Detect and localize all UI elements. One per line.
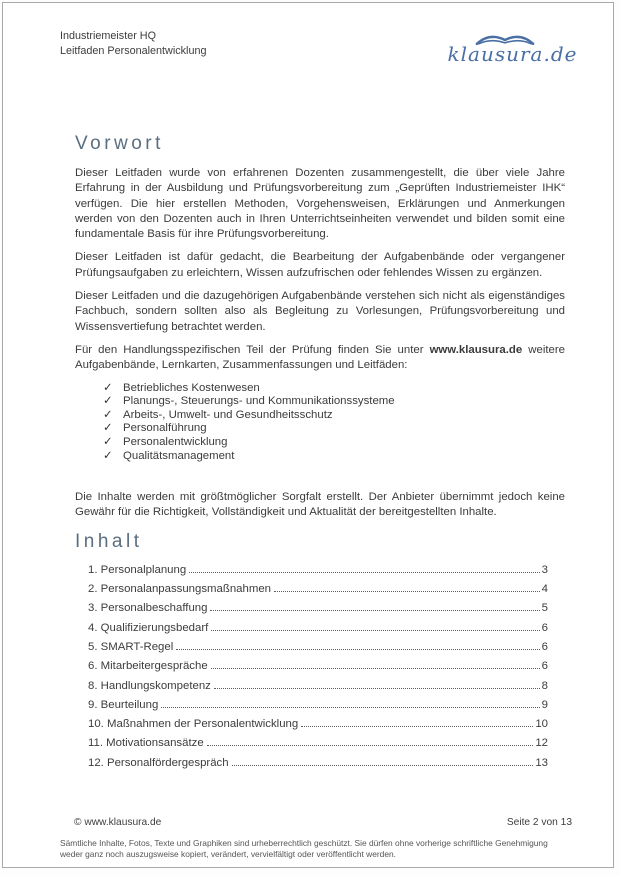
toc-dotted-leader [210, 609, 539, 611]
checklist-item [103, 450, 565, 464]
toc-entry-page-number: 9 [541, 698, 548, 711]
toc-entry-page-number: 6 [541, 660, 548, 673]
toc-dotted-leader [176, 648, 539, 650]
toc-dotted-leader [189, 571, 539, 573]
checkmark-icon: ✓ [103, 435, 113, 448]
toc-entry-page-number: 4 [541, 583, 548, 596]
toc-entry-label: 9. Beurteilung [88, 698, 159, 711]
toc-entry-page-number: 10 [535, 718, 548, 731]
toc-entry[interactable] [88, 583, 548, 602]
toc-entry-label: 10. Maßnahmen der Personalentwicklung [88, 718, 299, 731]
toc-entry-label: 12. Personalfördergespräch [88, 756, 229, 769]
vorwort-paragraph-2: Dieser Leitfaden ist dafür gedacht, die Bearbeitung der Aufgabenbände oder vergangener Prüfungsaufgaben zu erleichtern, Wissen aufzufrischen oder fehlendes Wissen zu ergänzen. [75, 251, 565, 279]
checklist-item [103, 395, 565, 409]
toc-entry-page-number: 6 [541, 640, 548, 653]
toc-entry[interactable] [88, 680, 548, 699]
toc-dotted-leader [211, 629, 539, 631]
toc-entry[interactable] [88, 718, 548, 737]
toc-entry[interactable] [88, 699, 548, 718]
checklist-item-label: Planungs-, Steuerungs- und Kommunikationssysteme [123, 395, 395, 408]
checkmark-icon: ✓ [103, 422, 113, 435]
checklist-item [103, 422, 565, 436]
toc-entry-page-number: 13 [535, 756, 548, 769]
toc-entry-label: 3. Personalbeschaffung [88, 602, 208, 615]
checklist-item-label: Personalführung [123, 422, 207, 435]
vorwort-heading: Vorwort [75, 133, 164, 154]
footer-page-indicator: Seite 2 von 13 [506, 817, 572, 828]
vorwort-closing-paragraph: Die Inhalte werden mit größtmöglicher Sorgfalt erstellt. Der Anbieter übernimmt jedoch keine Gewähr für die Richtigkeit, Vollständigkeit und Aktualität der bereitgestellten Inhalte. [75, 491, 565, 519]
inhalt-heading: Inhalt [75, 530, 143, 552]
checkmark-icon: ✓ [103, 381, 113, 394]
toc-dotted-leader [207, 744, 534, 746]
klausura-url-link[interactable]: www.klausura.de [429, 343, 523, 356]
link-paragraph-after: weitere Aufgabenbände, Lernkarten, Zusammenfassungen und Leitfäden: [75, 343, 565, 372]
toc-entry[interactable] [88, 737, 548, 756]
toc-dotted-leader [274, 590, 540, 592]
toc-entry-label: 4. Qualifizierungsbedarf [88, 621, 209, 634]
toc-entry-page-number: 8 [541, 679, 548, 692]
header-line-1: Industriemeister HQ [60, 30, 157, 42]
toc-entry-label: 8. Handlungskompetenz [88, 679, 211, 692]
checklist-item-label: Betriebliches Kostenwesen [123, 381, 260, 394]
toc-dotted-leader [211, 667, 540, 669]
toc-dotted-leader [232, 764, 534, 766]
footer-copyright-link[interactable]: © www.klausura.de [74, 817, 162, 828]
vorwort-paragraph-3: Dieser Leitfaden und die dazugehörigen Aufgabenbände verstehen sich nicht als eigenständiges Fachbuch, sondern sollten also als Begleitung zu Vorlesungen, Prüfungsvorbereitung und Wissensvertiefung betrachtet werden. [75, 290, 565, 333]
vorwort-paragraph-1: Dieser Leitfaden wurde von erfahrenen Dozenten zusammengestellt, die über viele Jahre Erfahrung in der Ausbildung und Prüfungsvorbereitung zum „Geprüften Industriemeister IHK“ verfügen. Die hier erstellen Methoden, Vorgehensweisen, Erklärungen und Anmerkungen werden von den Dozenten auch in Ihren Unterrichtseinheiten verwendet und bilden somit eine fundamentale Basis für ihre Prüfungsvorbereitung. [75, 167, 565, 241]
document-page [2, 2, 614, 868]
link-paragraph-before: Für den Handlungsspezifischen Teil der Prüfung finden Sie unter [75, 343, 430, 356]
toc-entry[interactable] [88, 602, 548, 621]
checkmark-icon: ✓ [103, 449, 113, 462]
toc-entry-label: 5. SMART-Regel [88, 640, 174, 653]
toc-entry[interactable] [88, 641, 548, 660]
checklist-item [103, 382, 565, 396]
checklist-item-label: Arbeits-, Umwelt- und Gesundheitsschutz [123, 408, 333, 421]
logo-wordmark: klausura.de [447, 42, 578, 66]
checkmark-icon: ✓ [103, 408, 113, 421]
toc-entry-label: 11. Motivationsansätze [88, 737, 204, 750]
checklist-item-label: Qualitätsmanagement [123, 449, 235, 462]
toc-dotted-leader [214, 687, 540, 689]
toc-entry[interactable] [88, 622, 548, 641]
toc-entry-page-number: 6 [541, 621, 548, 634]
toc-entry-page-number: 3 [541, 563, 548, 576]
checklist-item-label: Personalentwicklung [123, 435, 228, 448]
toc-entry[interactable] [88, 564, 548, 583]
toc-entry-label: 1. Personalplanung [88, 563, 187, 576]
toc-dotted-leader [161, 706, 539, 708]
checklist-item [103, 436, 565, 450]
toc-entry-page-number: 12 [535, 737, 548, 750]
toc-entry[interactable] [88, 757, 548, 776]
footer-disclaimer: Sämtliche Inhalte, Fotos, Texte und Graphiken sind urheberrechtlich geschützt. Sie dürfen ohne vorherige schriftliche Genehmigung weder ganz noch auszugsweise kopiert, verändert, vervielfältigt oder veröffentlicht werden. [60, 838, 548, 859]
toc-entry-label: 2. Personalanpassungsmaßnahmen [88, 583, 271, 596]
toc-entry-label: 6. Mitarbeitergespräche [88, 660, 208, 673]
header-line-2: Leitfaden Personalentwicklung [60, 45, 207, 57]
checklist-item [103, 409, 565, 423]
page-header [60, 29, 585, 66]
toc-entry[interactable] [88, 660, 548, 679]
table-of-contents [88, 564, 548, 776]
checkmark-icon: ✓ [103, 395, 113, 408]
toc-entry-page-number: 5 [541, 602, 548, 615]
topics-checklist [103, 382, 565, 464]
toc-dotted-leader [301, 725, 533, 727]
klausura-logo [440, 31, 585, 77]
page-footer [74, 817, 572, 828]
vorwort-paragraph-link [75, 343, 565, 374]
main-content [75, 131, 565, 776]
